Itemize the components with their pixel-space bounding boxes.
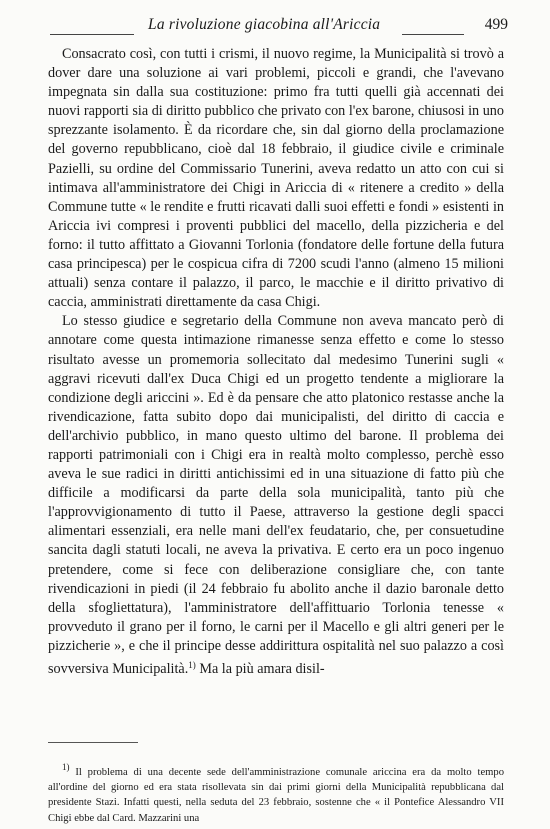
running-title: La rivoluzione giacobina all'Ariccia [148, 16, 381, 33]
footnote-separator [48, 742, 138, 743]
paragraph: Consacrato così, con tutti i crismi, il nuovo regime, la Municipalità si trovò a dover dare una soluzione ai vari problemi, piccoli e grandi, che l'avevano impegnata sin dalla sua costituzione: primo fra tutti quelli già accennati dei nuovi rapporti sia di diritto pubblico che privato con l'ex barone, chiusosi in uno sprezzante isolamento. È da ricordare che, sin dal giorno della proclamazione del governo repubblicano, cioè dal 18 febbraio, il giudice civile e criminale Pazielli, su ordine del Commissario Tunerini, aveva redatto un atto con cui si intimava all'amministratore dei Chigi in Ariccia di « ritenere a credito » della Commune tutte « le rendite e frutti ricavati dalli suoi effetti e fondi » esistenti in Ariccia ivi compresi i proventi pubblici del macello, della pizzicheria e del forno: il tutto affittato a Giovanni Torlonia (fondatore delle fortune della futura casa principesca) per le cospicua cifra di 7200 scudi l'anno (almeno 15 milioni attuali) senza contare il palazzo, il parco, le macchie e il diritto privativo di caccia, amministrati direttamente da casa Chigi. [48, 46, 504, 311]
page-number: 499 [484, 16, 508, 33]
paragraph [48, 312, 504, 679]
body-text [48, 45, 504, 679]
footnote-reference[interactable]: 1) [188, 660, 196, 670]
footnotes [48, 760, 504, 826]
header-rule-left [50, 34, 134, 35]
footnote-text: Il problema di una decente sede dell'amministrazione comunale ariccina era da molto tempo all'ordine del giorno ed era stata risollevata sin dai primi giorni della Municipalità repubblicana dal presidente Stazi. Infatti questi, nella seduta del 23 febbraio, sostenne che « il Pontefice Alessandro VII Chigi ebbe dal Card. Mazzarini una [48, 767, 504, 824]
running-header [0, 10, 550, 38]
paragraph-continuation: Ma la più amara disil- [195, 661, 325, 677]
footnote [48, 760, 504, 826]
paragraph-text: Lo stesso giudice e segretario della Commune non aveva mancato però di annotare come questa intimazione rimanesse senza effetto e come lo stesso risultato avesse un promemoria sollecitato dal medesimo Tunerini sugli « aggravi ricevuti dall'ex Duca Chigi ed un progetto tendente a migliorare la condizione degli ariccini ». Ed è da pensare che atto platonico restasse anche la rivendicazione, fatta subito dopo dai municipalisti, del diritto di caccia e dell'archivio pubblico, in mano questo ultimo del barone. Il problema dei rapporti patrimoniali con i Chigi era in realtà molto complesso, perchè esso aveva le sue radici in diritti antichissimi ed in una situazione di fatto più che difficile a modificarsi da parte della sola municipalità, tanto più che l'approvvigionamento di tutto il Paese, attraverso la gestione degli spacci alimentari essenziali, era nelle mani dell'ex feudatario, che, per consuetudine sancita dagli statuti locali, ne aveva la privativa. E certo era un poco ingenuo pretendere, come si fece con deliberazione consigliare che, con tante rivendicazioni in piedi (il 24 febbraio fu abolito anche il dazio baronale detto della sfogliettatura), l'amministratore dell'affittuario Torlonia tenesse « provveduto il grano per il forno, le carni per il Macello e gli altri generi per le pizzicherie », e che il principe desse addirittura ospitalità nel suo palazzo a così sovversiva Municipalità. [48, 313, 504, 677]
header-rule-right [402, 34, 464, 35]
footnote-marker: 1) [62, 762, 70, 772]
